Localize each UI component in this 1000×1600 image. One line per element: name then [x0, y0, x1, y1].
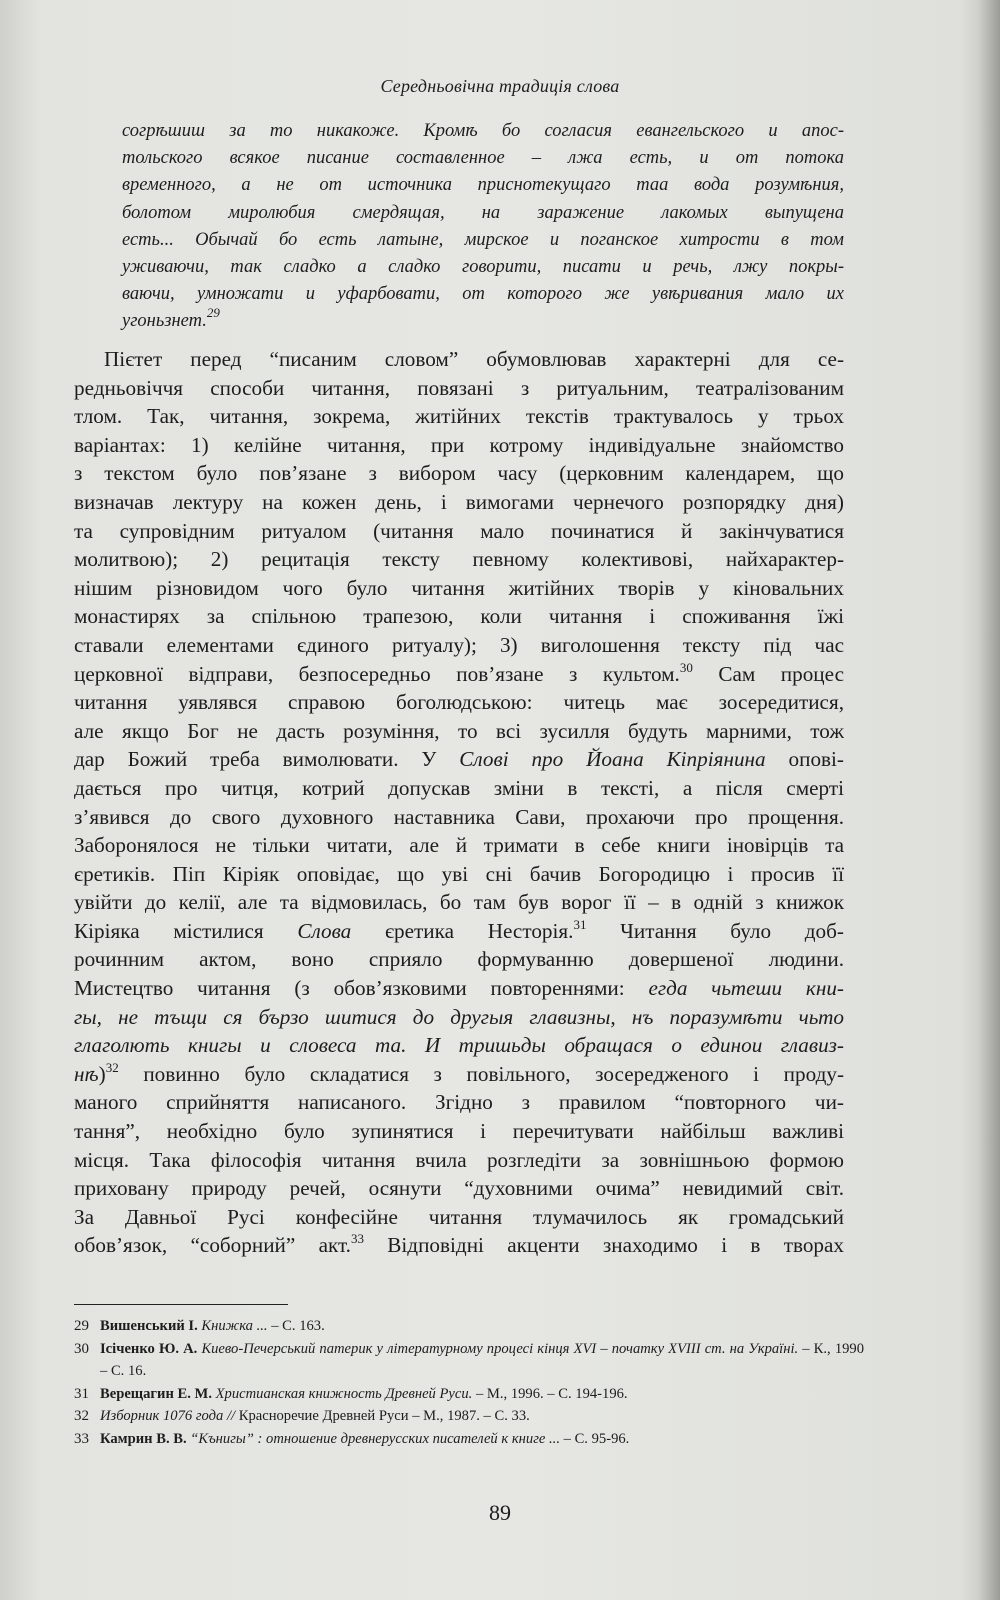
- body-line: читання уявлявся справою боголюдською: читець має зосередитися,: [74, 690, 844, 715]
- body-line: та супровідним ритуалом (читання мало починатися й закінчуватися: [74, 518, 844, 543]
- footnote: [74, 1405, 864, 1428]
- body-text-run: єретика Несторія.: [351, 918, 574, 943]
- footnote-author: Камрин В. В.: [100, 1430, 187, 1447]
- body-line: тання”, необхідно було зупинятися і перечитувати найбільш важливі: [74, 1119, 844, 1144]
- footnote-ref[interactable]: 32: [105, 1059, 119, 1075]
- body-line: молитвою); 2) рецитація тексту певному колективові, найхарактер-: [74, 547, 844, 572]
- body-text-run: Мистецтво читання (з обов’язковими повтореннями:: [74, 976, 649, 1001]
- body-text-run: Відповідні акценти знаходимо і в творах: [363, 1233, 844, 1258]
- footnote: [74, 1428, 864, 1451]
- italic-quote: егда чьтеши кни-: [648, 976, 844, 1001]
- footnote-source: – С. 163.: [267, 1318, 325, 1334]
- footnote-author: Ісіченко Ю. А.: [100, 1340, 198, 1357]
- footnote-number: 32: [74, 1408, 89, 1424]
- quote-line: есть... Обычай бо есть латыне, мирское и поганское хитрости в том: [122, 229, 844, 250]
- italic-title: Слова: [297, 918, 352, 943]
- footnote-title: Киево-Печерський патерик у літературному процесі кінця XVI – початку XVIII ст. на Україні.: [201, 1340, 799, 1357]
- footnote: [74, 1315, 864, 1338]
- body-line: з текстом було пов’язане з вибором часу (церковним календарем, що: [74, 461, 844, 486]
- footnote-ref[interactable]: 29: [206, 305, 220, 321]
- body-text: [74, 345, 844, 1260]
- body-line: [74, 1060, 844, 1089]
- quote-line-last: [122, 305, 844, 335]
- footnote-source: Красноречие Древней Руси – М., 1987. – С. 33.: [235, 1408, 530, 1424]
- body-line: місця. Така філософія читання вчила розгледіти за зовнішньою формою: [74, 1147, 844, 1172]
- body-line: але якщо Бог не дасть розуміння, то всі зусилля будуть марними, тож: [74, 718, 844, 743]
- body-line-italic: гы, не тъщи ся бързо шитися до другыя главизны, нъ поразумѣти чьто: [74, 1004, 844, 1029]
- quote-line: ваючи, умножати и уфарбовати, от которого же увѣривания мало их: [122, 284, 844, 305]
- body-line: ставали елементами єдиного ритуалу); 3) виголошення тексту під час: [74, 632, 844, 657]
- body-line: визначав лектуру на кожен день, і вимогами чернечого розпорядку дня): [74, 489, 844, 514]
- footnote-text: [100, 1383, 864, 1406]
- footnotes: [74, 1315, 864, 1450]
- footnote-author: Вишенський І.: [100, 1318, 198, 1334]
- footnote-number: 30: [74, 1340, 89, 1357]
- body-line: За Давньої Русі конфесійне читання тлумачилось як громадський: [74, 1204, 844, 1229]
- quote-line: болотом миролюбия смердящая, на заражение лакомых выпущена: [122, 202, 844, 223]
- body-line: рочинним актом, воно сприяло формуванню довершеної людини.: [74, 947, 844, 972]
- body-line: монастирях за спільною трапезою, коли читання і споживання їжі: [74, 604, 844, 629]
- body-text-run: Сам процес: [692, 661, 844, 686]
- footnote-number: 29: [74, 1318, 89, 1334]
- footnote-source: – С. 95-96.: [559, 1430, 630, 1447]
- footnote-text: [100, 1315, 864, 1338]
- body-text-run: опові-: [765, 747, 844, 772]
- footnote-author: Верещагин Е. М.: [100, 1385, 212, 1402]
- footnote-text: [100, 1428, 864, 1451]
- page-number: 89: [489, 1500, 511, 1525]
- body-line: [74, 917, 844, 946]
- quote-line: временного, а не от источника приснотекущаго таа вода розумѣния,: [122, 175, 844, 196]
- body-line: [74, 974, 844, 1003]
- quote-line: согрѣшиш за то никакоже. Кромѣ бо согласия евангельского и апос-: [122, 121, 844, 141]
- quote-end-text: угоньзнет.: [122, 311, 207, 332]
- body-text-run: Читання було доб-: [586, 918, 844, 943]
- body-line: редньовіччя способи читання, повязані з ритуальним, театралізованим: [74, 375, 844, 400]
- footnote-number: 31: [74, 1385, 89, 1402]
- footnote: [74, 1338, 864, 1383]
- body-line: [74, 1231, 844, 1260]
- footnote-title: Христианская книжность Древней Руси.: [215, 1385, 473, 1402]
- body-line: з’явився до свого духовного наставника Сави, прохаючи про прощення.: [74, 804, 844, 829]
- body-line: маного сприйняття написаного. Згідно з правилом “повторного чи-: [74, 1090, 844, 1115]
- body-line: варіантах: 1) келійне читання, при котрому індивідуальне знайомство: [74, 432, 844, 457]
- body-line-italic: глаголють книгы и словеса та. И тришьды обращася о единои главиз-: [74, 1033, 844, 1058]
- body-line: єретиків. Піп Кіріяк оповідає, що уві сні бачив Богородицю і просив її: [74, 861, 844, 886]
- quote-line: уживаючи, так сладко а сладко говорити, писати и речь, лжу покры-: [122, 257, 844, 278]
- body-text-run: обов’язок, “соборний” акт.: [74, 1233, 351, 1258]
- running-head: Середньовічна традиція слова: [380, 76, 620, 96]
- body-line: [74, 660, 844, 689]
- italic-quote: нѣ: [74, 1061, 99, 1086]
- footnote-text: [100, 1338, 864, 1383]
- block-quote: [122, 118, 844, 336]
- page-edge-shadow: [978, 0, 1000, 1600]
- body-line: дається про читця, котрий допускав зміни в тексті, а після смерті: [74, 775, 844, 800]
- footnote-number: 33: [74, 1430, 89, 1447]
- footnote-ref[interactable]: 30: [679, 659, 693, 675]
- italic-title: Слові про Йоана Кіпріянина: [459, 747, 766, 772]
- body-line: Пієтет перед “писаним словом” обумовлював характерні для се-: [104, 347, 844, 371]
- body-text-run: церковної відправи, безпосередньо пов’язане з культом.: [74, 661, 680, 686]
- body-text-run: Кіріяка містилися: [74, 918, 298, 943]
- body-line: тлом. Так, читання, зокрема, житійних текстів трактувалось у трьох: [74, 404, 844, 429]
- footnote-ref[interactable]: 31: [573, 916, 587, 932]
- footnote-separator: [74, 1304, 288, 1305]
- body-text-run: дар Божий треба вимолювати. У: [74, 747, 460, 772]
- footnote-title: Изборник 1076 года //: [100, 1408, 236, 1424]
- body-text-run: ): [98, 1061, 106, 1086]
- footnote-source: – М., 1996. – С. 194-196.: [472, 1385, 628, 1402]
- body-text-run: повинно було складатися з повільного, зосередженого і проду-: [118, 1061, 844, 1086]
- footnote-ref[interactable]: 33: [350, 1231, 364, 1247]
- body-line: нішим різновидом чого було читання житійних творів у кіновальних: [74, 575, 844, 600]
- footnote-source: – К., 1990 – С. 16.: [100, 1340, 865, 1379]
- body-line: [74, 745, 844, 774]
- footnote-text: [100, 1405, 864, 1428]
- footnote: [74, 1383, 864, 1406]
- body-line: Заборонялося не тільки читати, але й тримати в себе книги іновірців та: [74, 833, 844, 858]
- footnote-title: “Кънигы” : отношение древнерусских писателей к книге ...: [190, 1430, 560, 1447]
- body-line: приховану природу речей, осянути “духовними очима” невидимий світ.: [74, 1176, 844, 1201]
- footnote-title: Книжка ...: [201, 1318, 268, 1334]
- body-line: увійти до келії, але та відмовилась, бо там був ворог її – в одній з книжок: [74, 890, 844, 915]
- quote-line: тольского всякое писание составленное – лжа есть, и от потока: [122, 148, 844, 169]
